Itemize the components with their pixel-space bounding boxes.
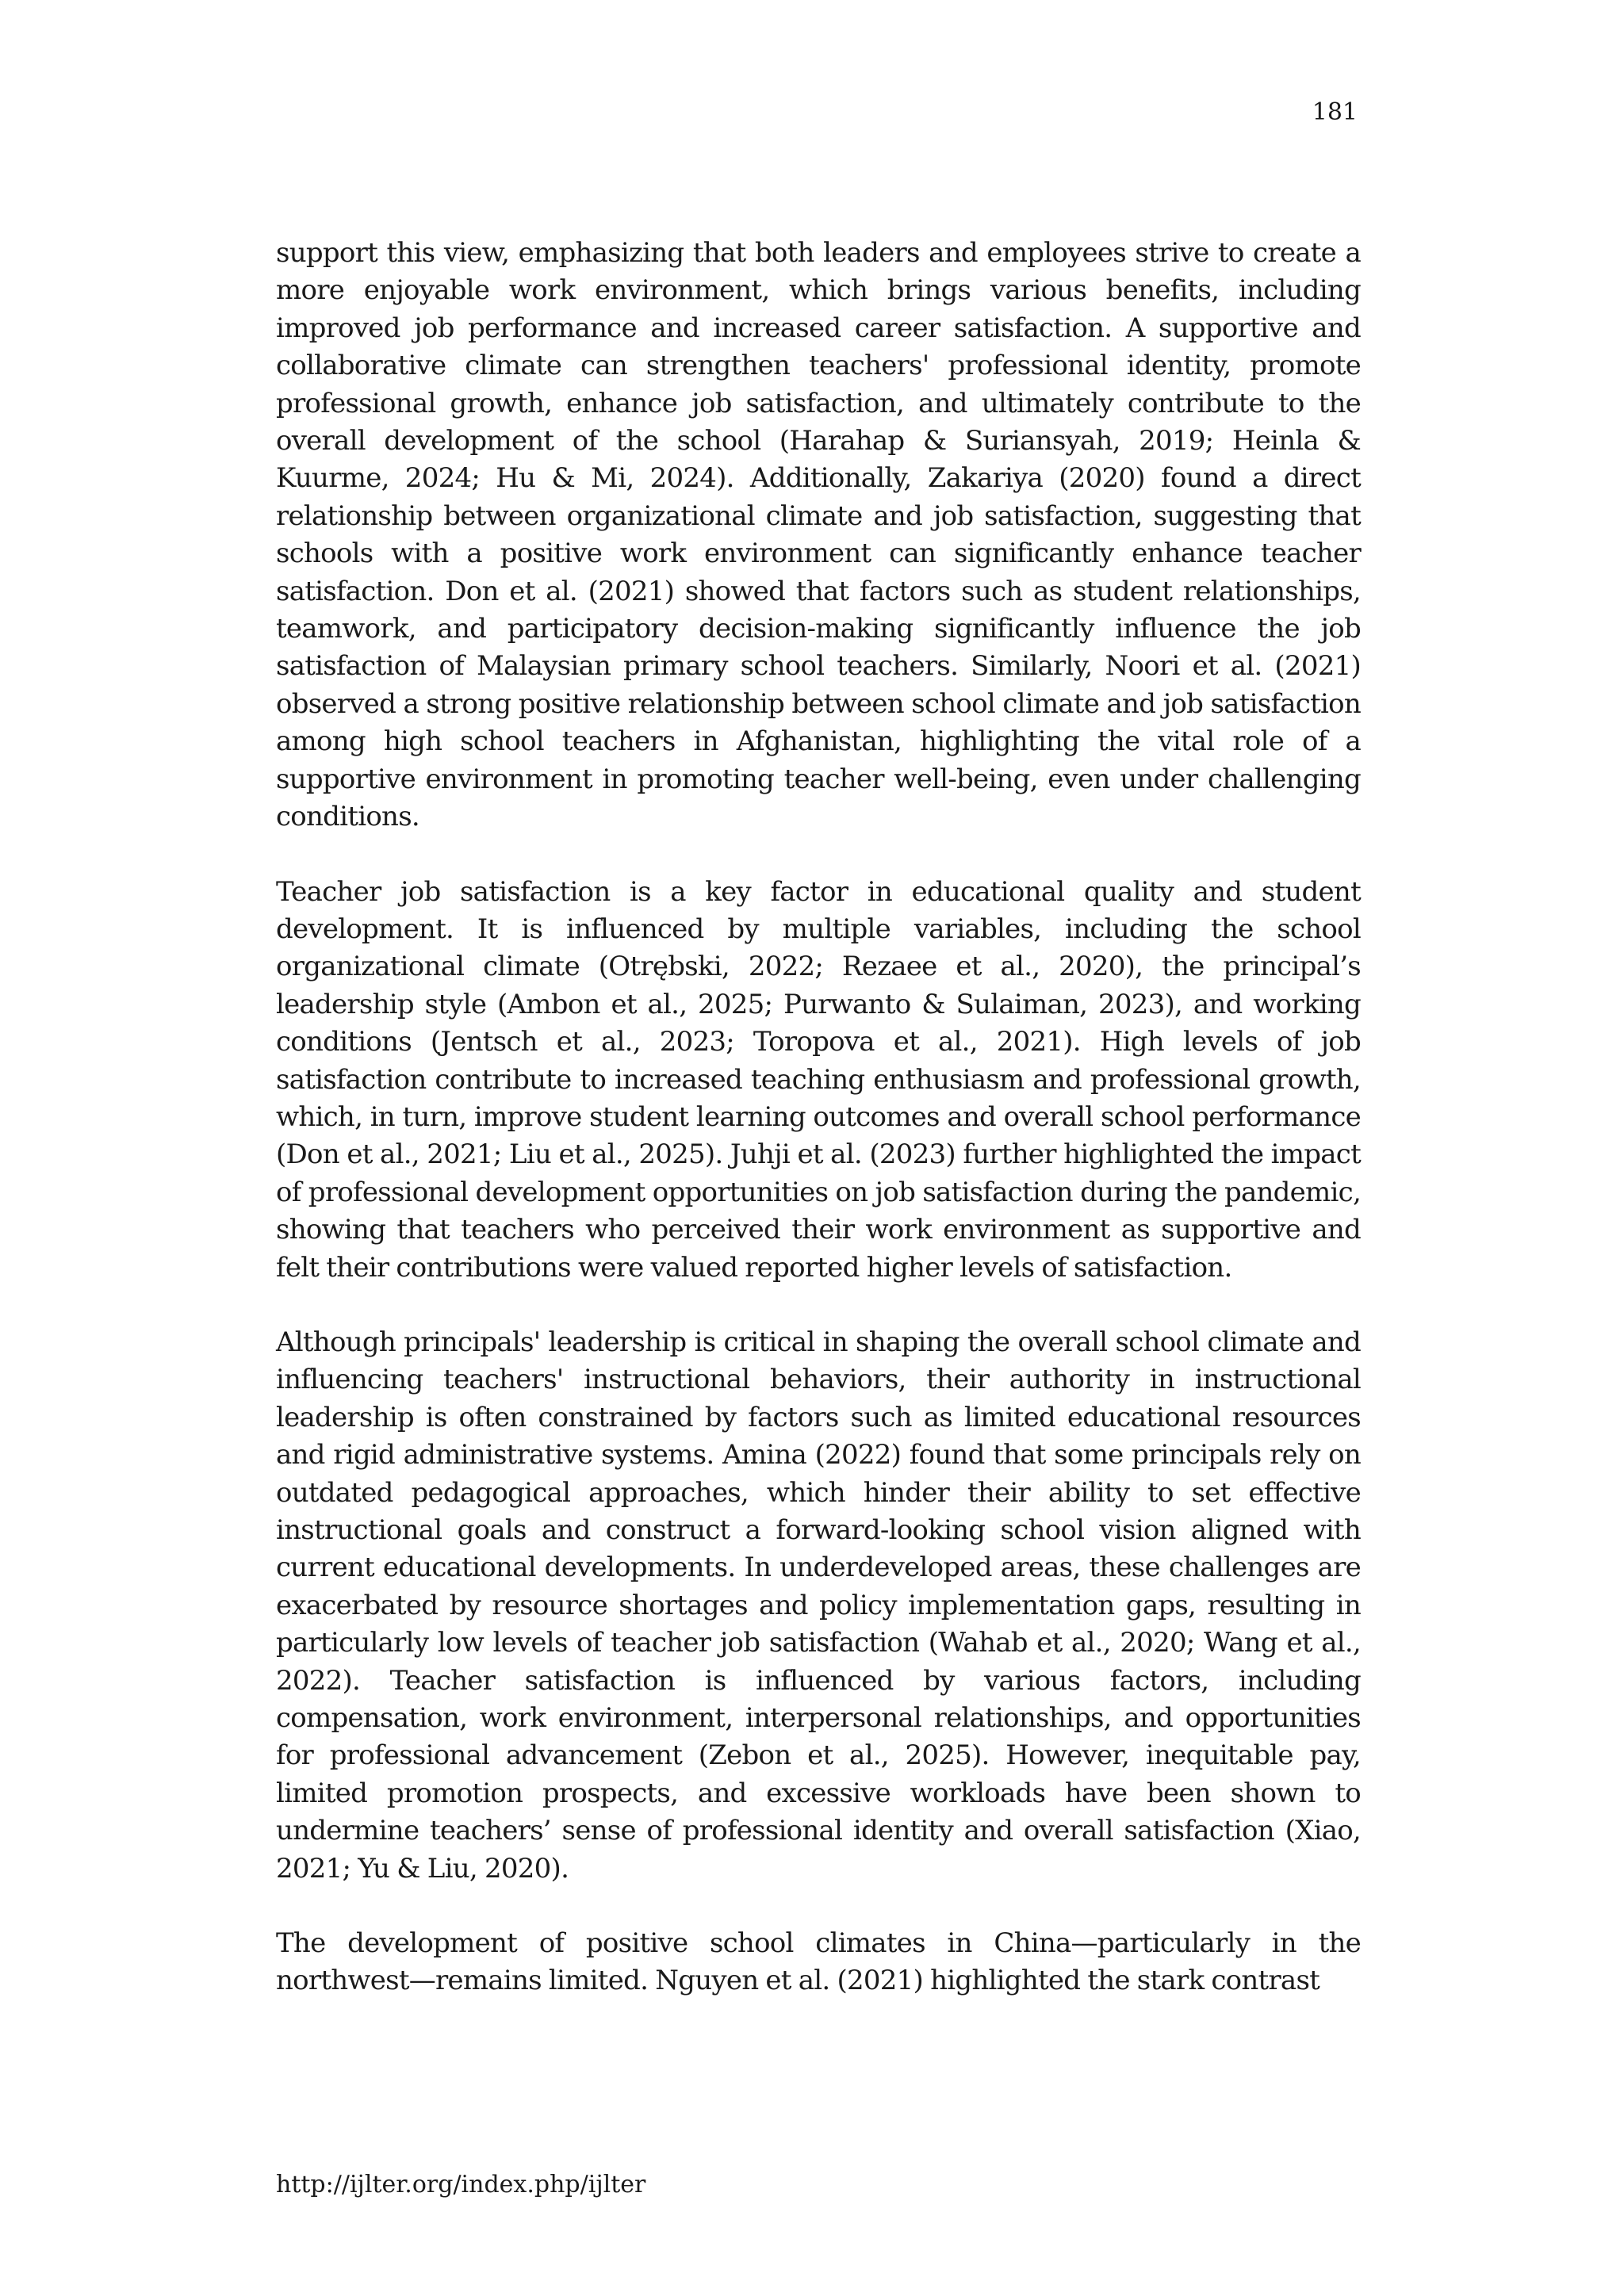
footer-url: http://ijlter.org/index.php/ijlter bbox=[276, 2171, 646, 2198]
paragraph-climate-satisfaction: support this view, emphasizing that both leaders and employees strive to create a more enjoyable work environment, which brings various benefits, including improved job performance and increased career satisfaction. A supportive and collaborative climate can strengthen teachers' professional identity, promote professional growth, enhance job satisfaction, and ultimately contribute to the overall development of the school (Harahap & Suriansyah, 2019; Heinla & Kuurme, 2024; Hu & Mi, 2024). Additionally, Zakariya (2020) found a direct relationship between organizational climate and job satisfaction, suggesting that schools with a positive work environment can significantly enhance teacher satisfaction. Don et al. (2021) showed that factors such as student relationships, teamwork, and participatory decision-making significantly influence the job satisfaction of Malaysian primary school teachers. Similarly, Noori et al. (2021) observed a strong positive relationship between school climate and job satisfaction among high school teachers in Afghanistan, highlighting the vital role of a supportive environment in promoting teacher well-being, even under challenging conditions. bbox=[276, 237, 1361, 833]
body-text bbox=[276, 235, 1361, 2000]
page-number: 181 bbox=[1312, 98, 1358, 126]
paragraph-job-satisfaction-factors: Teacher job satisfaction is a key factor in educational quality and student development. It is influenced by multiple variables, including the school organizational climate (Otrębski, 2022; Rezaee et al., 2020), the principal’s leadership style (Ambon et al., 2025; Purwanto & Sulaiman, 2023), and working conditions (Jentsch et al., 2023; Toropova et al., 2021). High levels of job satisfaction contribute to increased teaching enthusiasm and professional growth, which, in turn, improve student learning outcomes and overall school performance (Don et al., 2021; Liu et al., 2025). Juhji et al. (2023) further highlighted the impact of professional development opportunities on job satisfaction during the pandemic, showing that teachers who perceived their work environment as supportive and felt their contributions were valued reported higher levels of satisfaction. bbox=[276, 875, 1361, 1284]
paragraph-principal-leadership: Although principals' leadership is critical in shaping the overall school climate and influencing teachers' instructional behaviors, their authority in instructional leadership is often constrained by factors such as limited educational resources and rigid administrative systems. Amina (2022) found that some principals rely on outdated pedagogical approaches, which hinder their ability to set effective instructional goals and construct a forward-looking school vision aligned with current educational developments. In underdeveloped areas, these challenges are exacerbated by resource shortages and policy implementation gaps, resulting in particularly low levels of teacher job satisfaction (Wahab et al., 2020; Wang et al., 2022). Teacher satisfaction is influenced by various factors, including compensation, work environment, interpersonal relationships, and opportunities for professional advancement (Zebon et al., 2025). However, inequitable pay, limited promotion prospects, and excessive workloads have been shown to undermine teachers’ sense of professional identity and overall satisfaction (Xiao, 2021; Yu & Liu, 2020). bbox=[276, 1326, 1361, 1885]
paragraph-china-school-climate: The development of positive school climates in China—particularly in the northwest—remains limited. Nguyen et al. (2021) highlighted the stark contrast bbox=[276, 1927, 1361, 1997]
